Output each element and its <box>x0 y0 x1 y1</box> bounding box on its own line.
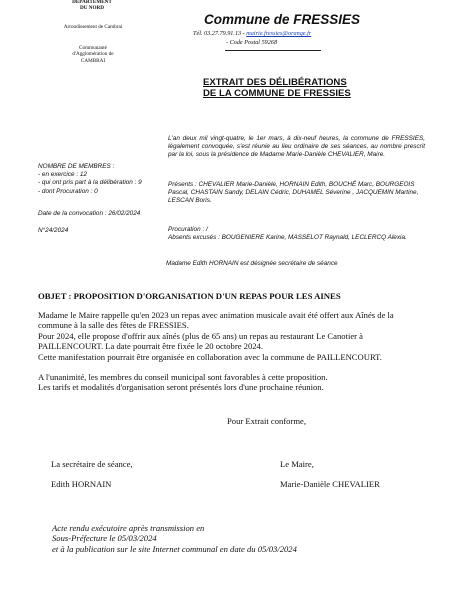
members-item: - qui ont pris part à la délibération : 9 <box>38 179 142 187</box>
department-header <box>50 0 134 12</box>
communaute-line-3: CAMBRAI <box>80 57 106 64</box>
body-paragraph: Cette manifestation pourrait être organisée en collaboration avec la commune de PAILLENCOURT. <box>38 351 382 362</box>
commune-title: Commune de FRESSIES <box>204 12 361 27</box>
telephone: Tél. 03.27.79.91.13 - <box>193 30 245 37</box>
members-list <box>38 171 166 196</box>
code-postal: - Code Postal 59268 <box>226 39 278 46</box>
footer-line: Acte rendu exécutoire après transmission en <box>52 523 205 533</box>
footer-line: Sous-Préfecture le 05/03/2024 <box>52 533 157 544</box>
maire-name: Marie-Danièle CHEVALIER <box>280 479 380 489</box>
department-label: DÉPARTEMENT <box>72 0 112 5</box>
doc-title <box>203 77 351 99</box>
header-divider <box>225 50 321 51</box>
body-paragraph: A l'unanimité, les membres du conseil municipal sont favorables à cette proposition. <box>38 372 328 383</box>
communaute-line-2: d'Agglomération de <box>72 51 114 58</box>
members-item: - en exercice : 12 <box>38 171 88 179</box>
footer-executoire <box>52 523 412 554</box>
arrondissement-label: Arrondissement de Cambrai <box>63 24 123 30</box>
communaute-block <box>50 45 136 64</box>
department-name: DU NORD <box>79 5 105 12</box>
body-paragraph: Pour 2024, elle propose d'offrir aux aînés (plus de 65 ans) un repas au restaurant Le Canotier à PAILLENCOURT. La date pourrait être fixée le 20 octobre 2024. <box>38 330 363 352</box>
convocation-date: Date de la convocation : 26/02/2024 <box>38 210 141 217</box>
members-item: - dont Procuration : 0 <box>38 187 98 195</box>
presents-list: Présents : CHEVALIER Marie-Danièle, HORNAIN Edith, BOUCHÉ Marc, BOURGEOIS Pascal, CHASTAIN Sandy, DELAIN Cédric, DUHAMEL Séverine , JACQUEMIN Martine, LESCAN Boris. <box>168 181 419 205</box>
doc-title-line-2: DE LA COMMUNE DE FRESSIES <box>203 88 351 99</box>
deliberation-number: N°24/2024 <box>38 227 69 234</box>
secretaire-designee: Madame Edith HORNAIN est désignée secrétaire de séance <box>166 260 338 267</box>
maire-label: Le Maire, <box>280 459 314 469</box>
procuration: Procuration : / <box>168 226 208 233</box>
intro-paragraph: L'an deux mil vingt-quatre, le 1er mars, à dix-neuf heures, la commune de FRESSIES, légalement convoquée, s'est réunie au lieu ordinaire de ses séances, au nombre prescrit par la loi, sous la présidence de Madame Marie-Danièle CHEVALIER, Maire. <box>168 135 425 159</box>
footer-line: et à la publication sur le site Internet communal en date du 05/03/2024 <box>52 543 297 554</box>
secretaire-name: Edith HORNAIN <box>51 479 112 489</box>
members-heading: NOMBRE DE MEMBRES : <box>38 163 115 170</box>
body-spacer <box>38 362 418 372</box>
body-paragraph: Les tarifs et modalités d'organisation seront présentés lors d'une prochaine réunion. <box>38 382 324 393</box>
commune-contact <box>193 30 311 38</box>
pour-extrait-conforme: Pour Extrait conforme, <box>227 416 306 426</box>
deliberation-body <box>38 310 418 393</box>
absents: Absents excusés : BOUGENIERE Karine, MASSELOT Raynald, LECLERCQ Alexia. <box>168 234 407 241</box>
communaute-line-1: Communauté <box>79 45 107 51</box>
objet-heading: OBJET : PROPOSITION D'ORGANISATION D'UN REPAS POUR LES AINES <box>38 291 341 301</box>
secretaire-label: La secrétaire de séance, <box>51 459 133 469</box>
email-link[interactable]: mairie.fressies@orange.fr <box>246 30 312 37</box>
members-block <box>38 163 166 196</box>
doc-title-line-1: EXTRAIT DES DÉLIBÉRATIONS <box>203 77 347 88</box>
body-paragraph: Madame le Maire rappelle qu'en 2023 un repas avec animation musicale avait été offert aux Aînés de la commune à la salle des fêtes de FRESSIES. <box>38 310 394 331</box>
